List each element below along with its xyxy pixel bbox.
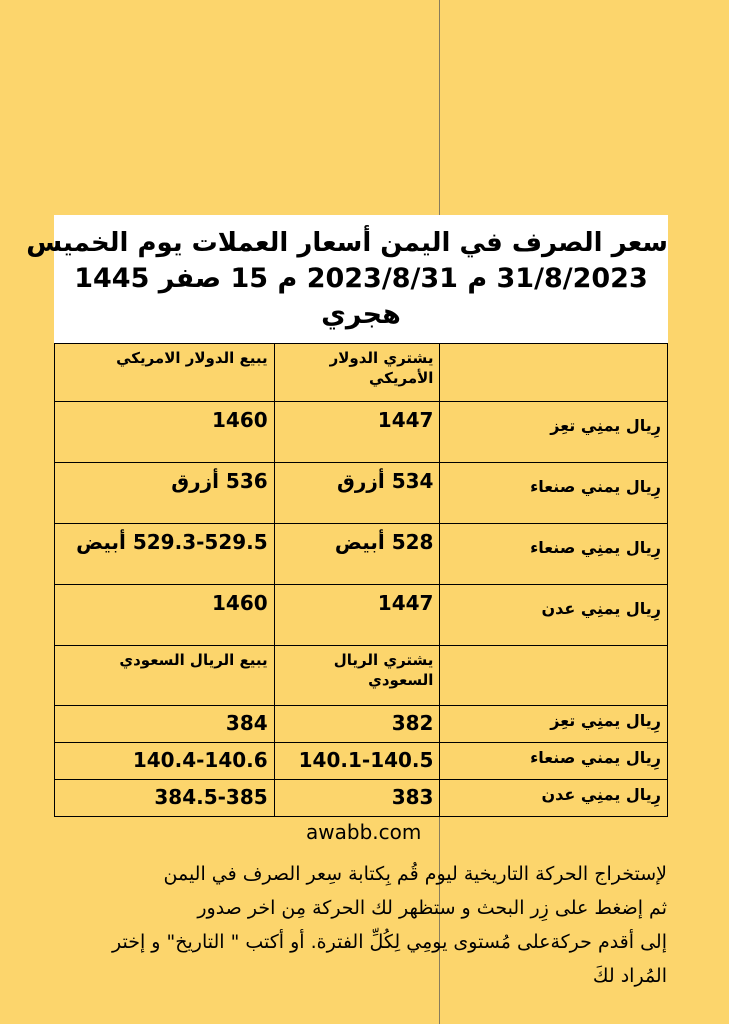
row-label: رِيال يمني صنعاء [440,743,668,780]
buy-value: 528 أبيض [274,524,440,585]
usd-header-buy: يشتري الدولار الأمريكي [274,344,440,402]
row-label: رِيال يمنِي صنعاء [440,524,668,585]
note-line-1: لإستخراج الحركة التاريخية ليوم قُم بِكتابة سِعر الصرف في اليمن [163,863,667,885]
title-box [26,215,668,343]
buy-value: 383 [274,780,440,817]
table-row [55,463,668,524]
sell-value: 536 أزرق [55,463,275,524]
sell-value: 384.5-385 [55,780,275,817]
title-line-1: سعر الصرف في اليمن أسعار العملات يوم الخميس [26,228,668,258]
sar-header-label [440,646,668,706]
sell-value: 1460 [55,402,275,463]
usd-header-sell: يبيع الدولار الامريكي [55,344,275,402]
row-label: رِيال يمني صنعاء [440,463,668,524]
site-url: awabb.com [306,820,422,844]
table-row [55,402,668,463]
title-line-3: هجري [321,299,401,330]
instructions-note [7,857,667,993]
sar-header-sell: يبيع الريال السعودي [55,646,275,706]
table-row [55,524,668,585]
row-label: رِيال يمنِي عدن [440,780,668,817]
note-line-4: المُراد لكَ [592,965,667,987]
note-line-3: إلى أقدم حركةعلى مُستوى يومِي لِكُلِّ الفترة. أو أكتب " التاريخ" و إختر [111,931,667,953]
table-row [55,743,668,780]
buy-value: 382 [274,706,440,743]
sar-header-row [55,646,668,706]
sell-value: 529.3-529.5 أبيض [55,524,275,585]
title-line-2: 31/8/2023 م 2023/8/31 م 15 صفر 1445 [74,263,648,294]
sar-header-buy: يشتري الريال السعودي [274,646,440,706]
table-row [55,780,668,817]
row-label: رِيال يمنِي عدن [440,585,668,646]
buy-value: 140.1-140.5 [274,743,440,780]
note-line-2: ثم إضغط على زِر البحث و ستظهر لك الحركة مِن اخر صدور [197,897,667,919]
row-label: رِيال يمنِي تعِز [440,402,668,463]
usd-header-label [440,344,668,402]
table-row [55,706,668,743]
sell-value: 140.4-140.6 [55,743,275,780]
sell-value: 1460 [55,585,275,646]
buy-value: 1447 [274,585,440,646]
buy-value: 1447 [274,402,440,463]
table-row [55,585,668,646]
row-label: رِيال يمنِي تعِز [440,706,668,743]
exchange-rates-table [54,343,668,817]
buy-value: 534 أزرق [274,463,440,524]
usd-header-row [55,344,668,402]
sell-value: 384 [55,706,275,743]
